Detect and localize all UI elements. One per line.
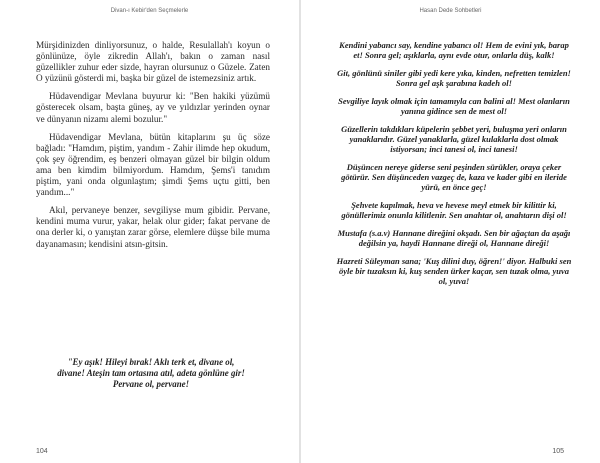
left-page-number: 104 [36, 448, 48, 455]
right-page-verses [335, 40, 573, 294]
verse: Şehvete kapılmak, heva ve hevese meyl etmek bir kilittir ki, gönüllerimiz onunla kilitlenir. Sen anahtar ol, anahtarın dişi ol! [341, 200, 567, 221]
paragraph: Hüdavendigar Mevlana, bütün kitaplarını şu üç söze bağladı: "Hamdım, piştim, yandım - Zahir ilimde hep okudum, çok şey öğrendim, eş benzeri olmayan güzel bir bilgin oldum ama ben kimdim bilmiyordum. Hamdım, Şems'i tanıdım piştim, yani onda olgunlaştım; şimdi Şems uçtu gitti, ben yandım..." [36, 131, 270, 198]
left-running-head: Divan-ı Kebir'den Seçmelerle [110, 8, 189, 14]
verse: Hazreti Süleyman sana; 'Kuş dilini duy, öğren!' diyor. Halbuki sen öyle bir tuzaksın ki, kuş senden ürker kaçar, sen tuzak olma, yuva ol, yuva! [336, 255, 572, 287]
verse-quote: "Ey aşık! Hileyi bırak! Aklı terk et, divane ol, divane! Ateşin tam ortasına atıl, adeta gönlüne gir! Pervane ol, pervane! [57, 357, 245, 389]
paragraph: Akıl, pervaneye benzer, sevgiliyse mum gibidir. Pervane, kendini muma vurur, yakar, helak olur gider; fakat pervane de ona derler ki, o yanıştan zarar görse, elemlere düşse bile muma dayanamasın; kendisini atsın-gitsin. [36, 205, 270, 249]
verse: Mustafa (s.a.v) Hannane direğini okşadı. Sen bir ağaçtan da aşağı değilsin ya, haydi Hannane direği ol, Hannane direği! [337, 227, 571, 249]
verse: Güzellerin takdıkları küpelerin şebbet yeri, buluşma yeri onların yanaklarıdır. Güzel yanaklarla, güzel kulaklarla dost olmak istiyorsan; inci tanesi ol, inci tanesi! [341, 123, 567, 155]
left-page [0, 0, 299, 463]
right-page [301, 0, 600, 463]
verse: Kendini yabancı say, kendine yabancı ol! Hem de evini yık, barap et! Sonra gel; aşıklarla, aynı evde otur, onlarla düş, kalk! [339, 40, 569, 61]
verse: Düşüncen nereye giderse seni peşinden sürükler, oraya çeker götürür. Sen düşünceden vazgeç de, kaza ve kader gibi en ileride yürü, en önce geç! [341, 161, 567, 193]
paragraph: Hüdavendigar Mevlana buyurur ki: "Ben hakiki yüzümü gösterecek olsam, başta güneş, ay ve yıldızlar yerinden oynar ve dünyanın nizamı alemi bozulur." [36, 91, 270, 124]
left-page-body [36, 40, 270, 257]
right-running-head: Hasan Dede Sohbetleri [419, 8, 482, 14]
right-page-number: 105 [552, 448, 564, 455]
verse: Sevgiliye layık olmak için tamamıyla can balini al! Mest olanların yanına gidince sen de mest ol! [338, 95, 570, 117]
paragraph: Mürşidinizden dinliyorsunuz, o halde, Resulallah'ı koyun o gönlünüze, öyle zikredin Allah'ı, bakın o zaman nasıl güzellikler zuhur eder sizde, hayran olursunuz o Güzele. Zaten O yüzünü gösterdi mi, başka bir güzel de istemezsiniz artık. [36, 40, 270, 84]
verse: Git, gönlünü siniler gibi yedi kere yıka, kinden, nefretten temizlen! Sonra gel aşk şarabına kadeh ol! [337, 67, 571, 89]
